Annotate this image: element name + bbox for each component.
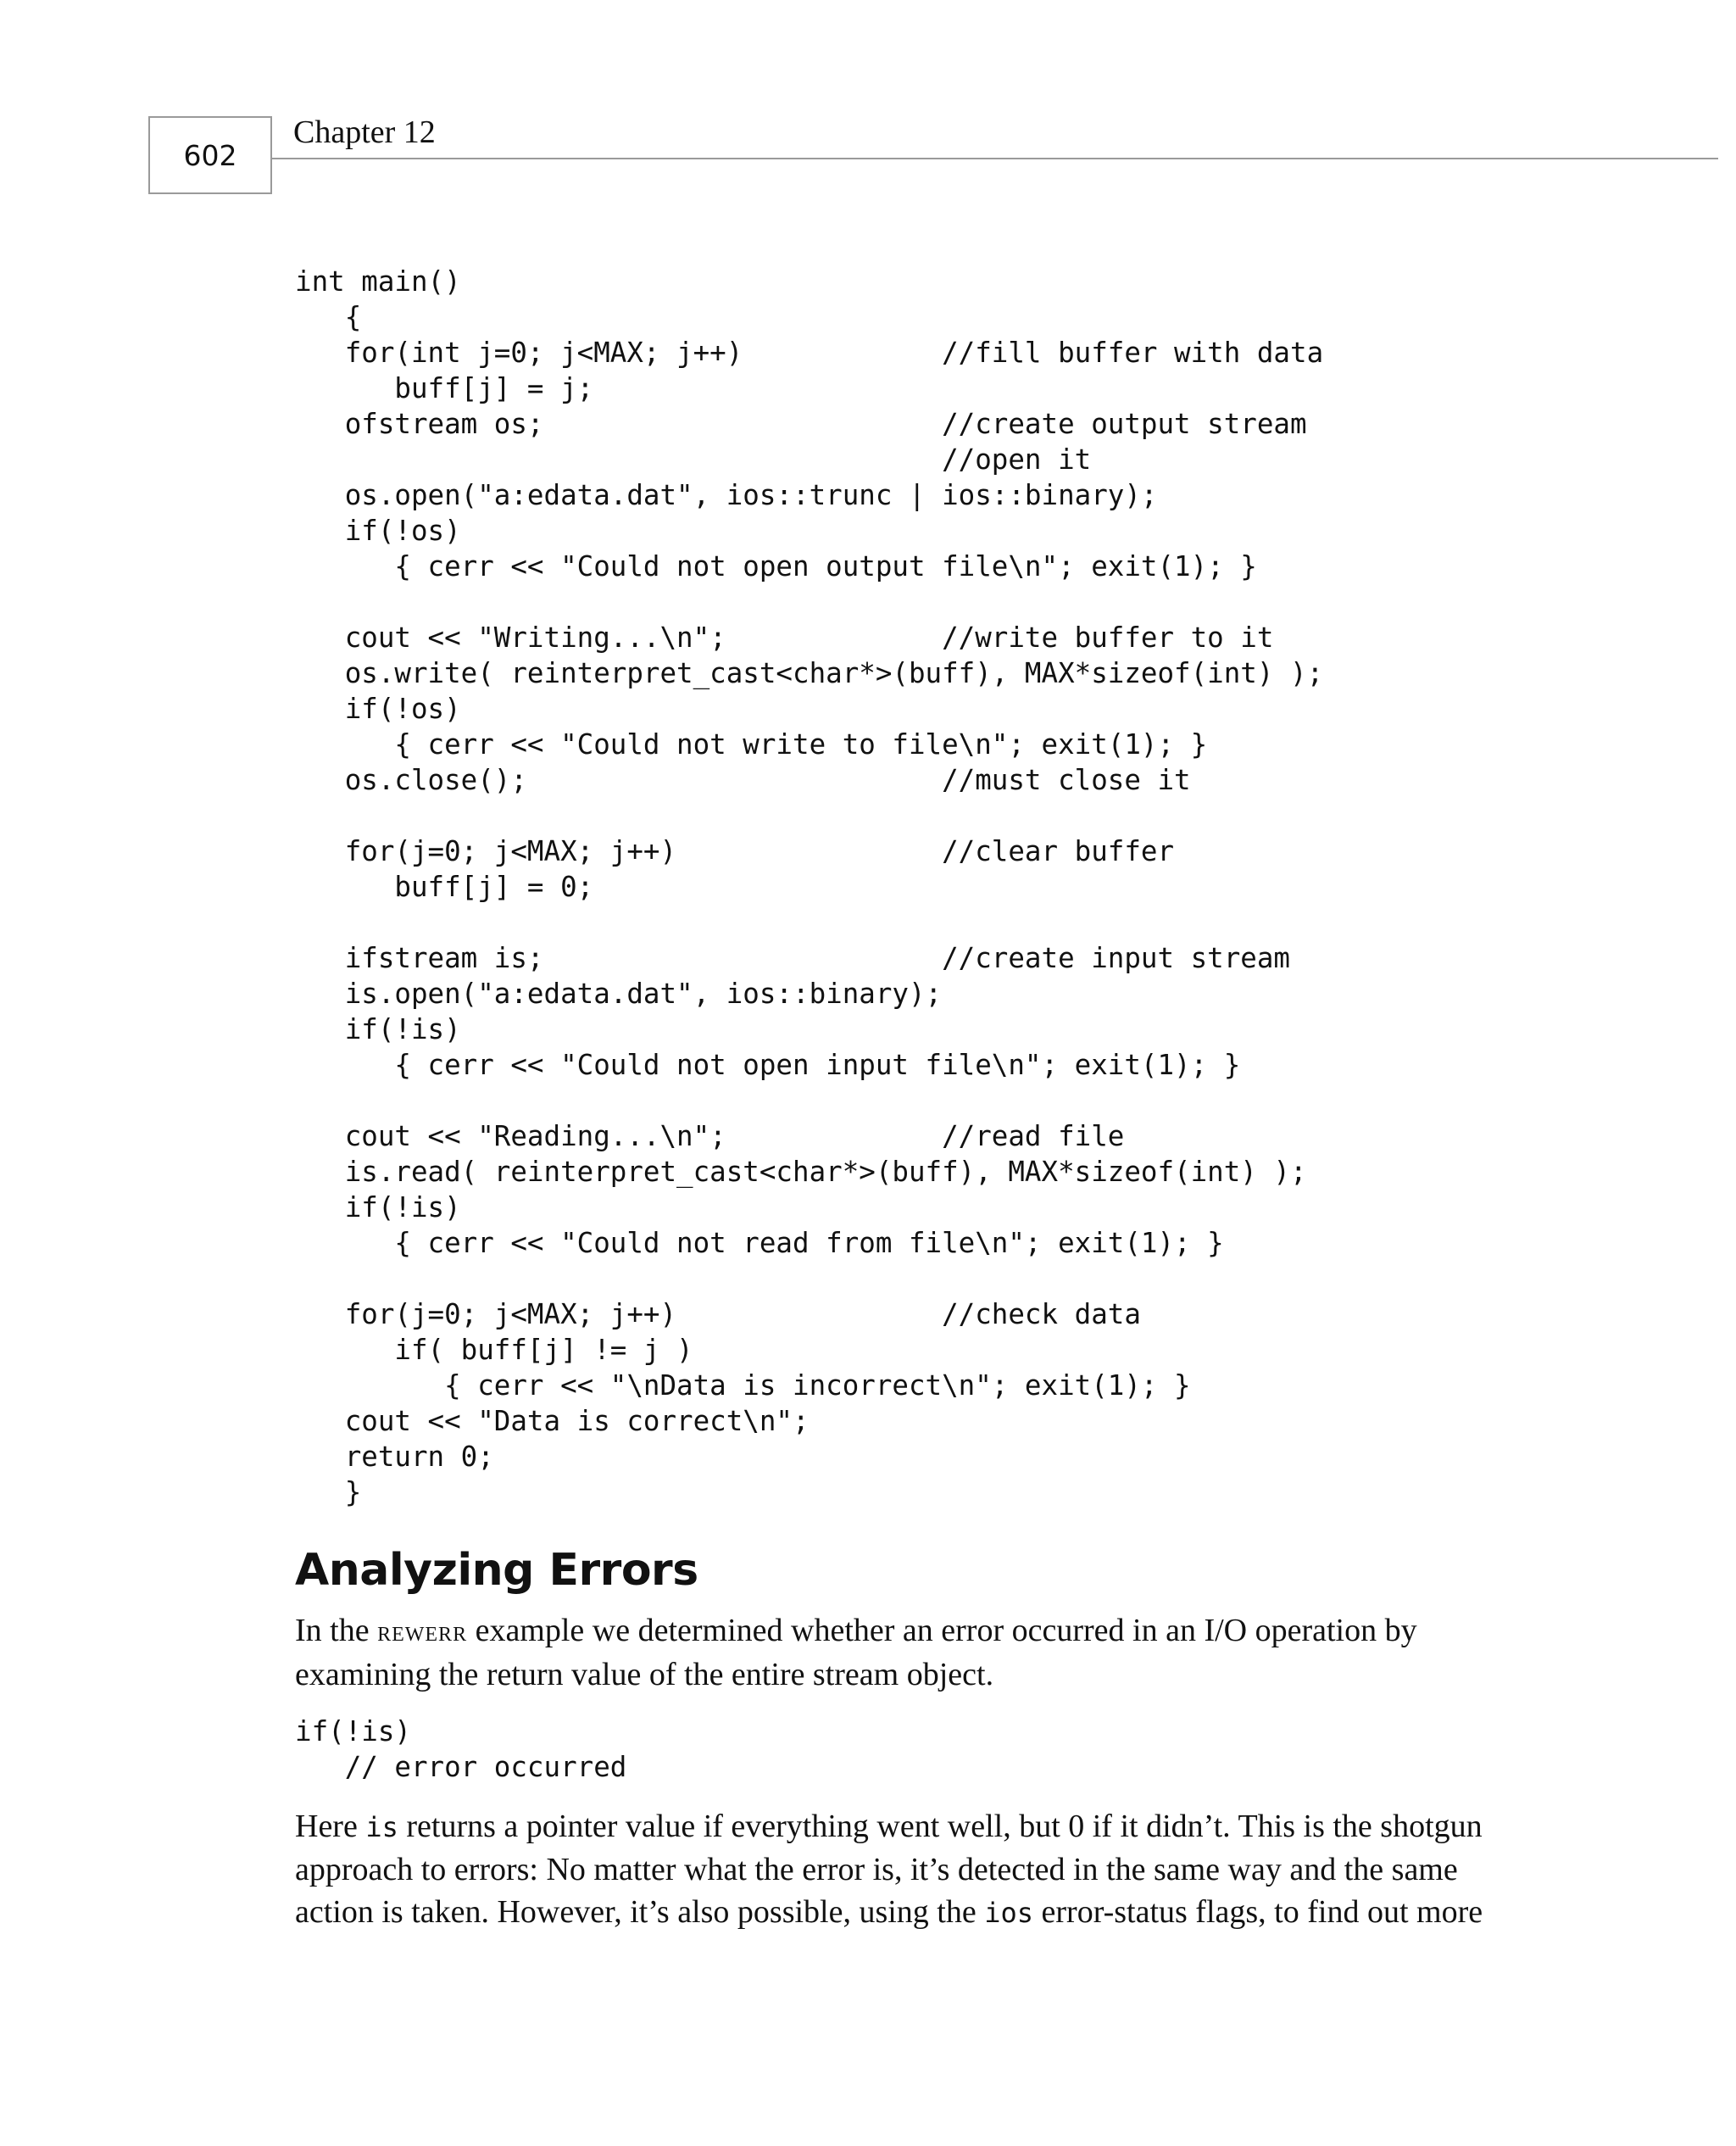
code-line <box>295 798 1323 833</box>
para1-text-after: example we determined whether an error occurred in an I/O operation by examining the return value of the entire stream object. <box>295 1613 1417 1692</box>
inline-code-ios: ios <box>984 1897 1034 1929</box>
para1-text-before: In the <box>295 1613 378 1648</box>
code-line: cout << "Reading...\n"; //read file <box>295 1120 1125 1152</box>
code-line: if( buff[j] != j ) <box>295 1334 693 1366</box>
code-line: { cerr << "Could not open output file\n"; exit(1); } <box>295 550 1257 582</box>
code-line: ofstream os; //create output stream <box>295 408 1307 440</box>
code-line: cout << "Data is correct\n"; <box>295 1405 810 1437</box>
code-snippet <box>295 1714 626 1785</box>
header-divider <box>272 158 1718 159</box>
code-line <box>295 1261 1323 1296</box>
body-paragraph-2 <box>295 1805 1541 1934</box>
code-line: is.open("a:edata.dat", ios::binary); <box>295 978 943 1010</box>
code-line: if(!os) <box>295 515 461 547</box>
code-line: { cerr << "Could not read from file\n"; exit(1); } <box>295 1227 1224 1259</box>
section-heading: Analyzing Errors <box>295 1545 698 1596</box>
code-listing <box>295 264 1323 1510</box>
code-line: cout << "Writing...\n"; //write buffer to it <box>295 622 1274 654</box>
code-line: os.write( reinterpret_cast<char*>(buff), MAX*sizeof(int) ); <box>295 657 1324 689</box>
body-paragraph-1 <box>295 1609 1541 1696</box>
code-line: // error occurred <box>295 1751 627 1783</box>
code-line: if(!is) <box>295 1013 461 1045</box>
code-line: } <box>295 1476 362 1508</box>
chapter-title: Chapter 12 <box>293 114 436 150</box>
code-line: for(j=0; j<MAX; j++) //check data <box>295 1298 1141 1330</box>
code-line: ifstream is; //create input stream <box>295 942 1290 974</box>
code-line: if(!is) <box>295 1191 461 1223</box>
page-number: 602 <box>148 116 272 194</box>
inline-code-is: is <box>365 1811 398 1843</box>
para2-text-after: error-status flags, to find out more <box>1033 1894 1483 1930</box>
code-line: buff[j] = j; <box>295 372 594 404</box>
code-line: //open it <box>295 443 1092 476</box>
code-line: { <box>295 301 362 333</box>
code-line: { cerr << "Could not open input file\n"; exit(1); } <box>295 1049 1241 1081</box>
code-line: if(!is) <box>295 1715 411 1747</box>
code-line: for(int j=0; j<MAX; j++) //fill buffer with data <box>295 337 1324 369</box>
code-line: { cerr << "Could not write to file\n"; exit(1); } <box>295 728 1208 761</box>
code-line: if(!os) <box>295 693 461 725</box>
code-line: os.close(); //must close it <box>295 764 1191 796</box>
code-line: is.read( reinterpret_cast<char*>(buff), MAX*sizeof(int) ); <box>295 1156 1307 1188</box>
code-line: for(j=0; j<MAX; j++) //clear buffer <box>295 835 1175 867</box>
para2-text-before: Here <box>295 1809 366 1844</box>
program-name: rewerr <box>377 1616 468 1647</box>
code-line <box>295 584 1323 620</box>
code-line: int main() <box>295 265 461 298</box>
code-line <box>295 1083 1323 1118</box>
code-line <box>295 905 1323 940</box>
code-line: buff[j] = 0; <box>295 871 594 903</box>
code-line: os.open("a:edata.dat", ios::trunc | ios::binary); <box>295 479 1158 511</box>
code-line: { cerr << "\nData is incorrect\n"; exit(1); } <box>295 1369 1191 1402</box>
code-line: return 0; <box>295 1441 494 1473</box>
para2-text-middle: returns a pointer value if everything went well, but 0 if it didn’t. This is the shotgun approach to errors: No matter what the error is, it’s detected in the same way and the same action is taken. However, it’s also possible, using the <box>295 1809 1483 1930</box>
